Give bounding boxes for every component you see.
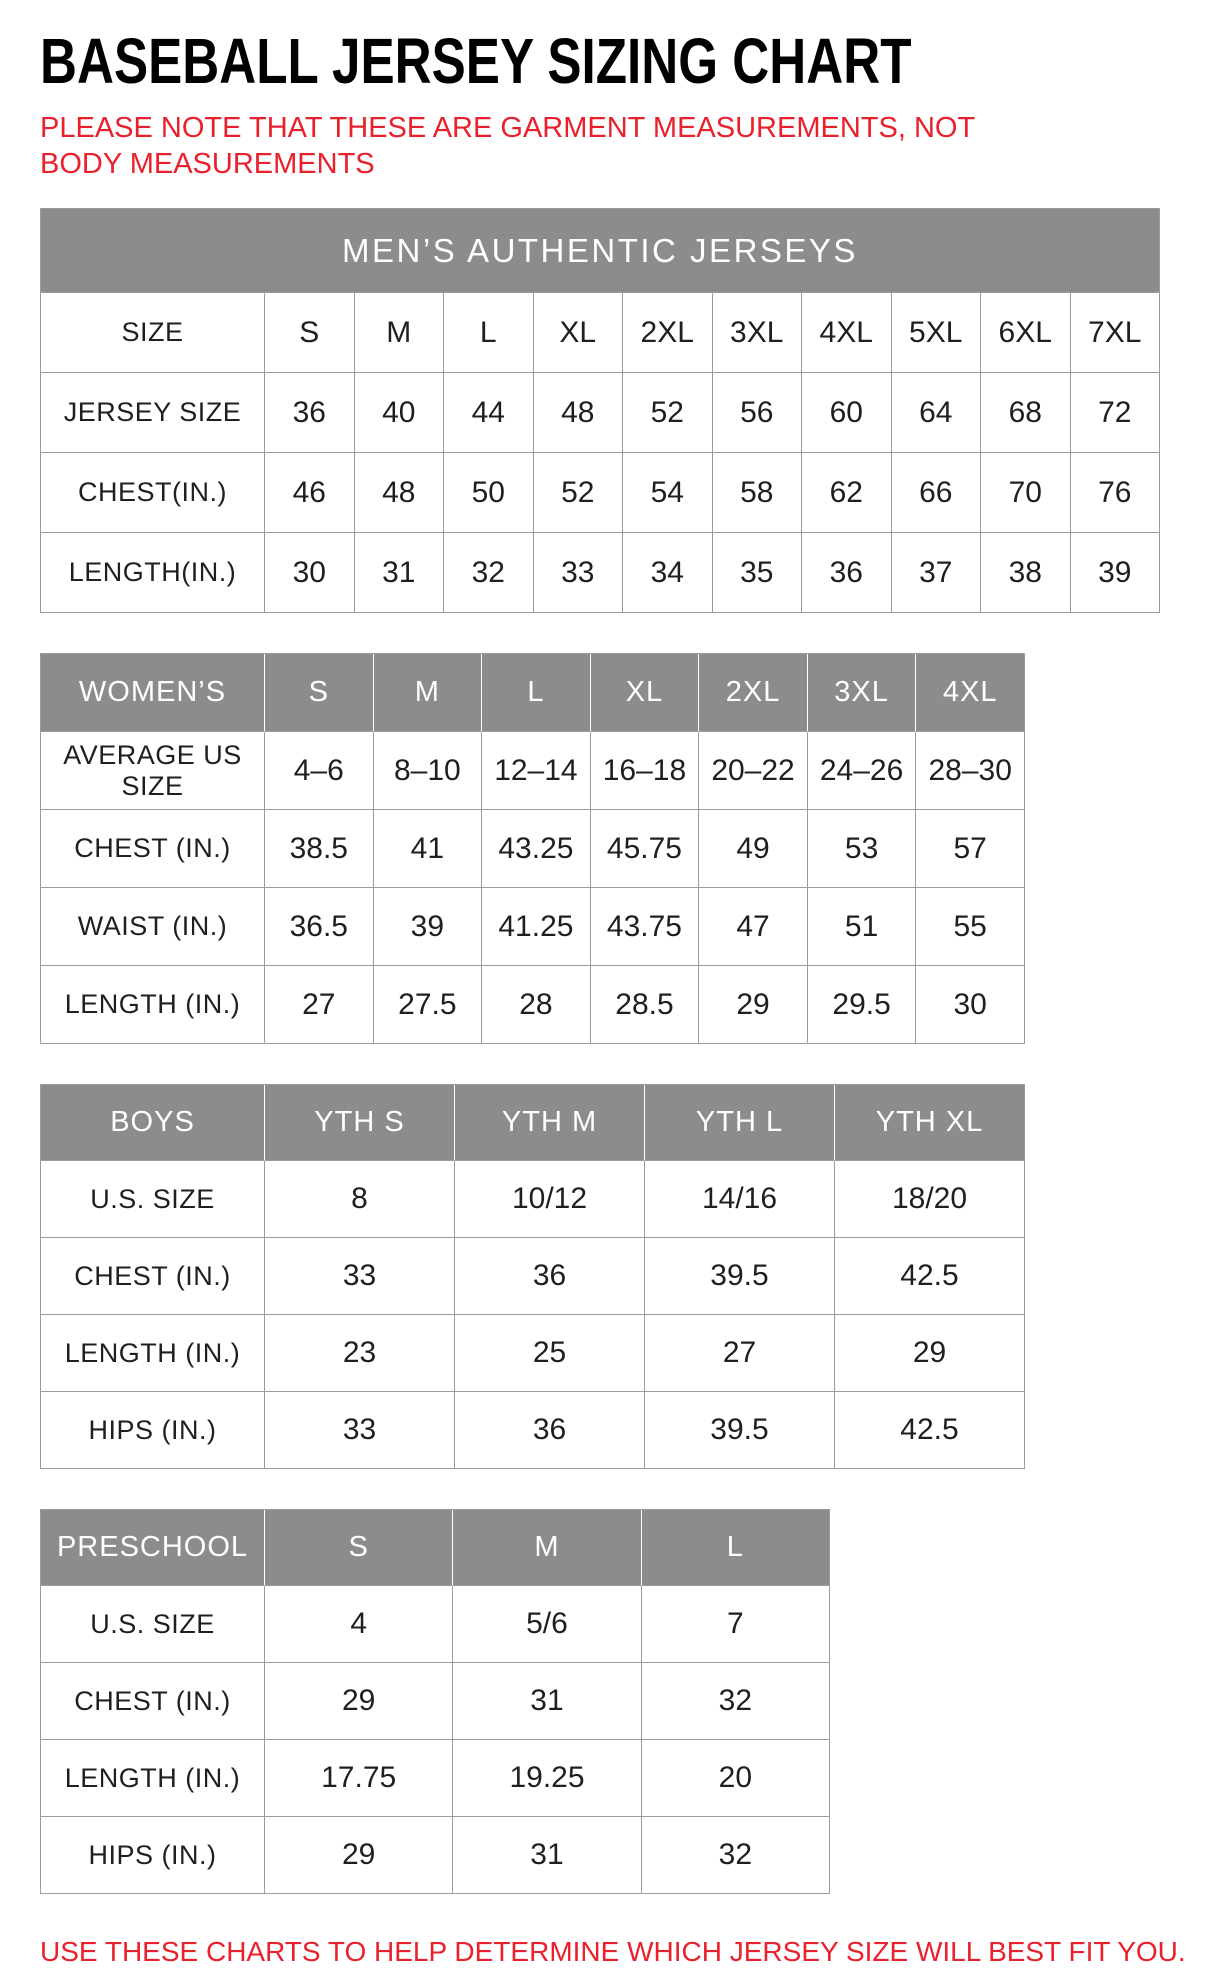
mens-jersey-size-value-9: 72 xyxy=(1071,373,1161,453)
womens-header-col-4xl: 4XL xyxy=(916,654,1025,732)
womens-average-us-size-value-0: 4–6 xyxy=(265,732,374,810)
boys-u-s-size-value-3: 18/20 xyxy=(835,1161,1025,1238)
preschool-row-label-u-s-size: U.S. SIZE xyxy=(41,1586,265,1663)
preschool-row-u-s-size xyxy=(41,1586,830,1663)
mens-size-value-8: 6XL xyxy=(981,293,1071,373)
preschool-hips-in-value-1: 31 xyxy=(453,1817,641,1894)
preschool-row-chest-in xyxy=(41,1663,830,1740)
mens-size-value-2: L xyxy=(444,293,534,373)
preschool-hips-in-value-2: 32 xyxy=(642,1817,830,1894)
preschool-chest-in-value-2: 32 xyxy=(642,1663,830,1740)
mens-size-value-1: M xyxy=(355,293,445,373)
tables-container xyxy=(40,208,1180,1894)
preschool-header-col-s: S xyxy=(265,1510,453,1586)
mens-size-value-5: 3XL xyxy=(713,293,803,373)
boys-hips-in-value-0: 33 xyxy=(265,1392,455,1469)
mens-jersey-size-value-8: 68 xyxy=(981,373,1071,453)
mens-length-in-value-4: 34 xyxy=(623,533,713,613)
womens-chest-in-value-0: 38.5 xyxy=(265,810,374,888)
womens-row-label-waist-in: WAIST (IN.) xyxy=(41,888,265,966)
womens-header-col-2xl: 2XL xyxy=(699,654,808,732)
mens-jersey-size-value-2: 44 xyxy=(444,373,534,453)
boys-u-s-size-value-2: 14/16 xyxy=(645,1161,835,1238)
mens-jersey-size-value-5: 56 xyxy=(713,373,803,453)
preschool-header-label: PRESCHOOL xyxy=(41,1510,265,1586)
boys-row-hips-in xyxy=(41,1392,1025,1469)
preschool-row-label-hips-in: HIPS (IN.) xyxy=(41,1817,265,1894)
womens-row-label-average-us-size: AVERAGE US SIZE xyxy=(41,732,265,810)
mens-banner-row xyxy=(41,209,1160,293)
boys-header-label: BOYS xyxy=(41,1085,265,1161)
preschool-u-s-size-value-2: 7 xyxy=(642,1586,830,1663)
womens-length-in-value-0: 27 xyxy=(265,966,374,1044)
mens-row-jersey-size xyxy=(41,373,1160,453)
mens-length-in-value-3: 33 xyxy=(534,533,624,613)
boys-length-in-value-0: 23 xyxy=(265,1315,455,1392)
preschool-sizing-table xyxy=(40,1509,830,1894)
womens-waist-in-value-5: 51 xyxy=(808,888,917,966)
boys-row-u-s-size xyxy=(41,1161,1025,1238)
womens-average-us-size-value-6: 28–30 xyxy=(916,732,1025,810)
mens-chest-in-value-9: 76 xyxy=(1071,453,1161,533)
boys-hips-in-value-3: 42.5 xyxy=(835,1392,1025,1469)
boys-row-label-u-s-size: U.S. SIZE xyxy=(41,1161,265,1238)
page-title: BASEBALL JERSEY SIZING CHART xyxy=(40,25,912,97)
womens-chest-in-value-1: 41 xyxy=(374,810,483,888)
boys-row-chest-in xyxy=(41,1238,1025,1315)
boys-header-col-yth-m: YTH M xyxy=(455,1085,645,1161)
womens-header-label: WOMEN’S xyxy=(41,654,265,732)
mens-size-value-4: 2XL xyxy=(623,293,713,373)
boys-row-length-in xyxy=(41,1315,1025,1392)
womens-header-col-3xl: 3XL xyxy=(808,654,917,732)
preschool-row-length-in xyxy=(41,1740,830,1817)
boys-length-in-value-2: 27 xyxy=(645,1315,835,1392)
womens-chest-in-value-6: 57 xyxy=(916,810,1025,888)
mens-chest-in-value-4: 54 xyxy=(623,453,713,533)
womens-chest-in-value-4: 49 xyxy=(699,810,808,888)
boys-header-col-yth-s: YTH S xyxy=(265,1085,455,1161)
boys-header-col-yth-l: YTH L xyxy=(645,1085,835,1161)
mens-length-in-value-9: 39 xyxy=(1071,533,1161,613)
boys-chest-in-value-3: 42.5 xyxy=(835,1238,1025,1315)
boys-chest-in-value-2: 39.5 xyxy=(645,1238,835,1315)
mens-size-value-3: XL xyxy=(534,293,624,373)
mens-chest-in-value-1: 48 xyxy=(355,453,445,533)
preschool-chest-in-value-1: 31 xyxy=(453,1663,641,1740)
mens-row-label-jersey-size: JERSEY SIZE xyxy=(41,373,265,453)
mens-chest-in-value-6: 62 xyxy=(802,453,892,533)
boys-length-in-value-1: 25 xyxy=(455,1315,645,1392)
mens-jersey-size-value-4: 52 xyxy=(623,373,713,453)
mens-length-in-value-2: 32 xyxy=(444,533,534,613)
boys-u-s-size-value-1: 10/12 xyxy=(455,1161,645,1238)
womens-average-us-size-value-3: 16–18 xyxy=(591,732,700,810)
mens-chest-in-value-3: 52 xyxy=(534,453,624,533)
womens-length-in-value-1: 27.5 xyxy=(374,966,483,1044)
womens-waist-in-value-4: 47 xyxy=(699,888,808,966)
preschool-row-hips-in xyxy=(41,1817,830,1894)
mens-row-chest-in xyxy=(41,453,1160,533)
womens-row-waist-in xyxy=(41,888,1025,966)
preschool-chest-in-value-0: 29 xyxy=(265,1663,453,1740)
womens-chest-in-value-5: 53 xyxy=(808,810,917,888)
womens-length-in-value-4: 29 xyxy=(699,966,808,1044)
mens-length-in-value-1: 31 xyxy=(355,533,445,613)
mens-size-value-7: 5XL xyxy=(892,293,982,373)
mens-row-size xyxy=(41,293,1160,373)
mens-length-in-value-5: 35 xyxy=(713,533,803,613)
mens-length-in-value-7: 37 xyxy=(892,533,982,613)
womens-row-chest-in xyxy=(41,810,1025,888)
womens-length-in-value-3: 28.5 xyxy=(591,966,700,1044)
womens-average-us-size-value-4: 20–22 xyxy=(699,732,808,810)
womens-header-col-s: S xyxy=(265,654,374,732)
mens-row-length-in xyxy=(41,533,1160,613)
fit-advice-note: USE THESE CHARTS TO HELP DETERMINE WHICH JERSEY SIZE WILL BEST FIT YOU. xyxy=(40,1936,1186,1968)
mens-chest-in-value-2: 50 xyxy=(444,453,534,533)
mens-length-in-value-8: 38 xyxy=(981,533,1071,613)
preschool-length-in-value-2: 20 xyxy=(642,1740,830,1817)
womens-header-col-l: L xyxy=(482,654,591,732)
mens-chest-in-value-7: 66 xyxy=(892,453,982,533)
garment-measurements-note: PLEASE NOTE THAT THESE ARE GARMENT MEASUREMENTS, NOT BODY MEASUREMENTS xyxy=(40,111,975,180)
preschool-header-col-l: L xyxy=(642,1510,830,1586)
womens-header-row xyxy=(41,654,1025,732)
preschool-row-label-length-in: LENGTH (IN.) xyxy=(41,1740,265,1817)
mens-jersey-size-value-6: 60 xyxy=(802,373,892,453)
boys-header-col-yth-xl: YTH XL xyxy=(835,1085,1025,1161)
boys-hips-in-value-2: 39.5 xyxy=(645,1392,835,1469)
mens-chest-in-value-5: 58 xyxy=(713,453,803,533)
mens-row-label-chest-in: CHEST(IN.) xyxy=(41,453,265,533)
womens-row-label-chest-in: CHEST (IN.) xyxy=(41,810,265,888)
womens-length-in-value-6: 30 xyxy=(916,966,1025,1044)
boys-u-s-size-value-0: 8 xyxy=(265,1161,455,1238)
mens-chest-in-value-8: 70 xyxy=(981,453,1071,533)
womens-header-col-xl: XL xyxy=(591,654,700,732)
womens-average-us-size-value-1: 8–10 xyxy=(374,732,483,810)
womens-average-us-size-value-2: 12–14 xyxy=(482,732,591,810)
preschool-u-s-size-value-0: 4 xyxy=(265,1586,453,1663)
womens-header-col-m: M xyxy=(374,654,483,732)
mens-size-value-9: 7XL xyxy=(1071,293,1161,373)
boys-hips-in-value-1: 36 xyxy=(455,1392,645,1469)
womens-length-in-value-2: 28 xyxy=(482,966,591,1044)
mens-chest-in-value-0: 46 xyxy=(265,453,355,533)
mens-jersey-size-value-3: 48 xyxy=(534,373,624,453)
mens-length-in-value-6: 36 xyxy=(802,533,892,613)
boys-sizing-table xyxy=(40,1084,1025,1469)
preschool-length-in-value-0: 17.75 xyxy=(265,1740,453,1817)
womens-waist-in-value-1: 39 xyxy=(374,888,483,966)
womens-waist-in-value-2: 41.25 xyxy=(482,888,591,966)
womens-waist-in-value-0: 36.5 xyxy=(265,888,374,966)
preschool-row-label-chest-in: CHEST (IN.) xyxy=(41,1663,265,1740)
preschool-header-col-m: M xyxy=(453,1510,641,1586)
boys-header-row xyxy=(41,1085,1025,1161)
preschool-hips-in-value-0: 29 xyxy=(265,1817,453,1894)
preschool-u-s-size-value-1: 5/6 xyxy=(453,1586,641,1663)
mens-banner-title: MEN’S AUTHENTIC JERSEYS xyxy=(41,209,1160,293)
womens-row-average-us-size xyxy=(41,732,1025,810)
mens-size-value-6: 4XL xyxy=(802,293,892,373)
mens-row-label-size: SIZE xyxy=(41,293,265,373)
boys-row-label-length-in: LENGTH (IN.) xyxy=(41,1315,265,1392)
mens-jersey-size-value-0: 36 xyxy=(265,373,355,453)
boys-chest-in-value-0: 33 xyxy=(265,1238,455,1315)
womens-waist-in-value-3: 43.75 xyxy=(591,888,700,966)
boys-row-label-hips-in: HIPS (IN.) xyxy=(41,1392,265,1469)
boys-row-label-chest-in: CHEST (IN.) xyxy=(41,1238,265,1315)
womens-chest-in-value-2: 43.25 xyxy=(482,810,591,888)
preschool-header-row xyxy=(41,1510,830,1586)
womens-waist-in-value-6: 55 xyxy=(916,888,1025,966)
mens-jersey-size-value-7: 64 xyxy=(892,373,982,453)
boys-chest-in-value-1: 36 xyxy=(455,1238,645,1315)
preschool-length-in-value-1: 19.25 xyxy=(453,1740,641,1817)
boys-length-in-value-3: 29 xyxy=(835,1315,1025,1392)
womens-row-length-in xyxy=(41,966,1025,1044)
mens-row-label-length-in: LENGTH(IN.) xyxy=(41,533,265,613)
womens-row-label-length-in: LENGTH (IN.) xyxy=(41,966,265,1044)
mens-jersey-size-value-1: 40 xyxy=(355,373,445,453)
mens-sizing-table xyxy=(40,208,1160,613)
womens-sizing-table xyxy=(40,653,1025,1044)
mens-size-value-0: S xyxy=(265,293,355,373)
womens-chest-in-value-3: 45.75 xyxy=(591,810,700,888)
womens-average-us-size-value-5: 24–26 xyxy=(808,732,917,810)
womens-length-in-value-5: 29.5 xyxy=(808,966,917,1044)
mens-length-in-value-0: 30 xyxy=(265,533,355,613)
